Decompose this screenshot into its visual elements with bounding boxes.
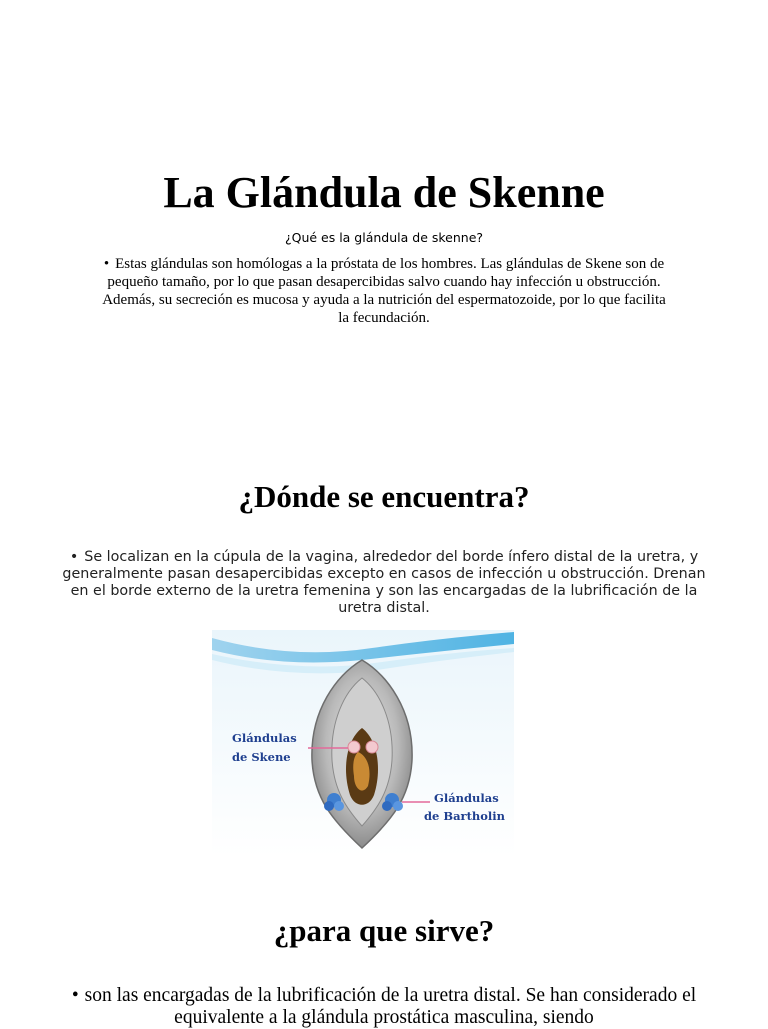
slide-subtitle: ¿Qué es la glándula de skenne?: [284, 230, 484, 245]
section-title-location: ¿Dónde se encuentra?: [238, 479, 530, 514]
section-title-function: ¿para que sirve?: [273, 913, 495, 948]
label-skene-line1: Glándulas: [232, 731, 297, 745]
label-bartholin-line2: de Bartholin: [424, 809, 506, 823]
anatomy-illustration: [212, 630, 514, 856]
skene-gland-left: [348, 741, 360, 753]
skene-gland-right: [366, 741, 378, 753]
label-bartholin-line1: Glándulas: [434, 791, 499, 805]
label-skene-line2: de Skene: [232, 750, 291, 764]
bullet-text: son las encargadas de la lubrificación de la uretra distal. Se han considerado el equivalente a la glándula prostática masculina, siendo: [84, 985, 697, 1028]
bullet-marker: •: [103, 256, 110, 272]
bullet-marker: •: [71, 985, 79, 1006]
slide-title: La Glándula de Skenne: [163, 168, 605, 217]
anatomy-svg: [212, 630, 514, 856]
bullet-paragraph: [100, 255, 668, 327]
bullet-paragraph-function: [40, 985, 728, 1029]
bullet-text: Se localizan en la cúpula de la vagina, alrededor del borde ínfero distal de la uretra, y generalmente pasan desapercibidas excepto en casos de infección u obstrucción. Drenan en el borde externo de la uretra femenina y son las encargadas de la lubrificación de la uretra distal.: [62, 549, 706, 616]
bullet-marker: •: [69, 549, 79, 565]
bullet-text: Estas glándulas son homólogas a la próstata de los hombres. Las glándulas de Skene son de pequeño tamaño, por lo que pasan desapercibidas salvo cuando hay infección u obstrucción. Además, su secreción es mucosa y ayuda a la nutrición del espermatozoide, por lo que facilita la fecundación.: [102, 256, 666, 326]
bullet-paragraph-location: [60, 549, 708, 617]
